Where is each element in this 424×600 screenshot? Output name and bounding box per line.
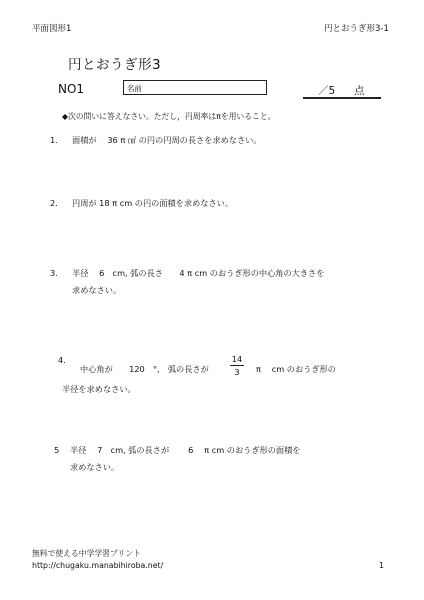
name-field[interactable]	[123, 80, 267, 95]
question-4-text-line2: 半径を求めなさい。	[62, 384, 136, 394]
fraction-numerator: 14	[231, 354, 243, 364]
question-3-number: 3.	[50, 268, 58, 278]
question-5-text-line1: 半径 7 cm, 弧の長さが 6 π cm のおうぎ形の面積を	[70, 445, 301, 455]
fraction-bar	[230, 365, 244, 366]
fraction-denominator: 3	[234, 367, 240, 377]
question-3-text-line1: 半径 6 cm, 弧の長さ 4 π cm のおうぎ形の中心角の大きさを	[72, 268, 325, 278]
score-underline	[303, 97, 381, 99]
score-unit: 点	[354, 85, 365, 97]
question-4-text-before: 中心角が 120 °, 弧の長さが	[80, 364, 209, 374]
header-left: 平面図形1	[32, 24, 72, 34]
footer-site-name: 無料で使える中学学習プリント	[32, 549, 141, 558]
question-5-number: 5	[54, 445, 60, 455]
question-4-text-after: π cm のおうぎ形の	[256, 364, 336, 374]
question-2-number: 2.	[50, 198, 58, 208]
question-3-text-line2: 求めなさい。	[72, 285, 122, 295]
question-1-text: 面積が 36 π ㎠ の円の円周の長さを求めなさい。	[72, 135, 262, 145]
question-4-number: 4.	[58, 355, 66, 365]
question-2-text: 円周が 18 π cm の円の面積を求めなさい。	[72, 198, 234, 208]
question-1-number: 1.	[50, 135, 58, 145]
page-title: 円とおうぎ形3	[68, 57, 162, 73]
question-4-fraction	[226, 354, 248, 377]
score-total: ／5	[318, 85, 336, 97]
footer-url[interactable]: http://chugaku.manabihiroba.net/	[32, 561, 164, 570]
page-number: 1	[379, 561, 384, 570]
question-5-text-line2: 求めなさい。	[70, 462, 120, 472]
sheet-number: NO1	[58, 82, 85, 96]
header-right: 円とおうぎ形3-1	[324, 24, 389, 34]
instructions: ◆次の問いに答えなさい。ただし，円周率はπを用いること。	[62, 112, 276, 121]
name-label: 名前	[127, 84, 142, 93]
